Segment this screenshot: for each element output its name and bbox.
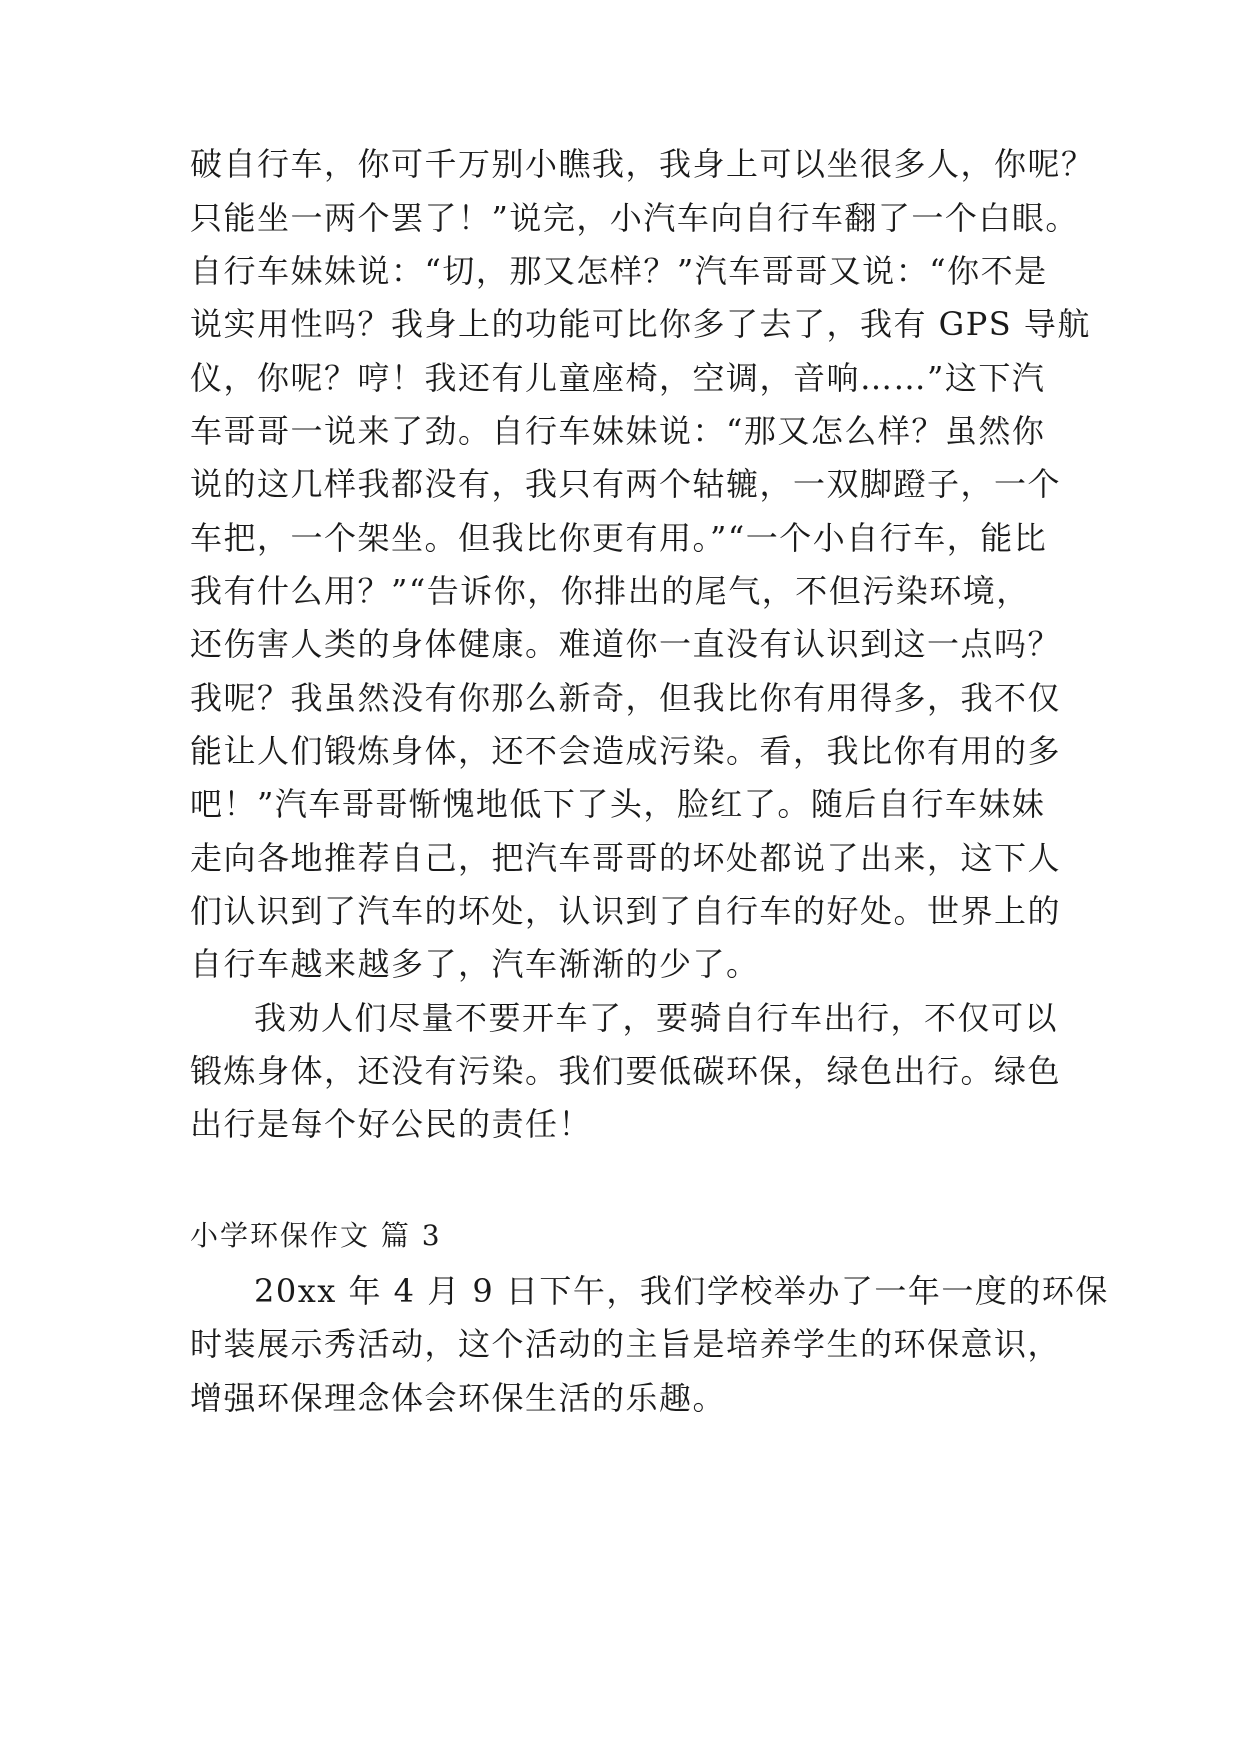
- text-line: 说的这几样我都没有，我只有两个轱辘，一双脚蹬子，一个: [190, 465, 1062, 503]
- text-line: 时装展示秀活动，这个活动的主旨是培养学生的环保意识，: [190, 1325, 1062, 1363]
- text-line: 说实用性吗？我身上的功能可比你多了去了，我有 GPS 导航: [190, 305, 1091, 343]
- text-line: 还伤害人类的身体健康。难道你一直没有认识到这一点吗？: [190, 625, 1062, 663]
- text-line: 增强环保理念体会环保生活的乐趣。: [190, 1379, 727, 1417]
- text-line: 自行车越来越多了，汽车渐渐的少了。: [190, 945, 760, 983]
- text-line: 我呢？我虽然没有你那么新奇，但我比你有用得多，我不仅: [190, 679, 1062, 717]
- text-line: 走向各地推荐自己，把汽车哥哥的坏处都说了出来，这下人: [190, 839, 1062, 877]
- text-line: 车哥哥一说来了劲。自行车妹妹说：“那又怎么样？虽然你: [190, 412, 1046, 450]
- text-line: 能让人们锻炼身体，还不会造成污染。看，我比你有用的多: [190, 732, 1062, 770]
- text-line: 车把，一个架坐。但我比你更有用。”“一个小自行车，能比: [190, 519, 1048, 557]
- text-line: 们认识到了汽车的坏处，认识到了自行车的好处。世界上的: [190, 892, 1062, 930]
- text-line: 20xx 年 4 月 9 日下午，我们学校举办了一年一度的环保: [254, 1272, 1109, 1310]
- section-heading: 小学环保作文 篇 3: [190, 1219, 442, 1252]
- text-line: 我劝人们尽量不要开车了，要骑自行车出行，不仅可以: [254, 999, 1059, 1037]
- text-line: 只能坐一两个罢了！”说完，小汽车向自行车翻了一个白眼。: [190, 199, 1079, 237]
- text-line: 破自行车，你可千万别小瞧我，我身上可以坐很多人，你呢？: [190, 145, 1095, 183]
- text-line: 锻炼身体，还没有污染。我们要低碳环保，绿色出行。绿色: [190, 1052, 1062, 1090]
- text-line: 出行是每个好公民的责任！: [190, 1105, 593, 1143]
- text-line: 自行车妹妹说：“切，那又怎样？”汽车哥哥又说：“你不是: [190, 252, 1048, 290]
- text-line: 我有什么用？”“告诉你，你排出的尾气，不但污染环境，: [190, 572, 1030, 610]
- text-line: 吧！”汽车哥哥惭愧地低下了头，脸红了。随后自行车妹妹: [190, 785, 1046, 823]
- text-line: 仪，你呢？哼！我还有儿童座椅，空调，音响……”这下汽: [190, 359, 1046, 397]
